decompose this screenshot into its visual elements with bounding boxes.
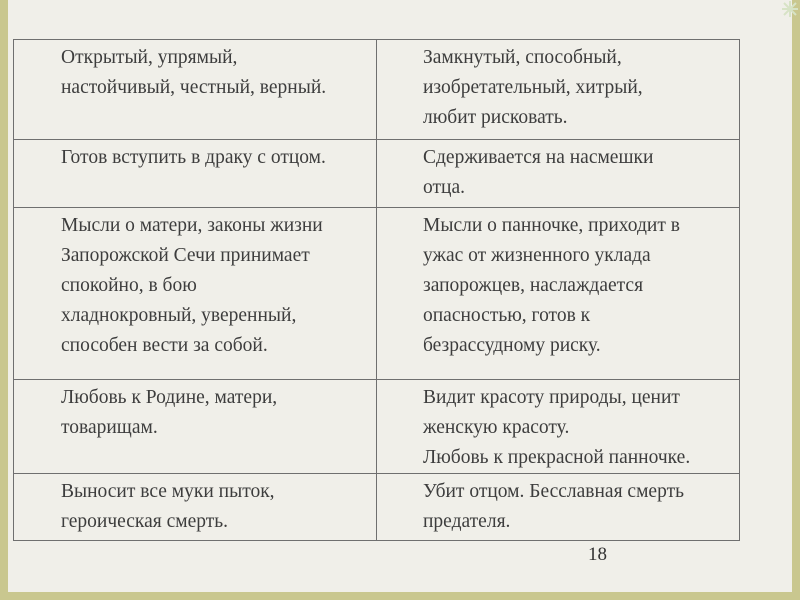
table-body xyxy=(14,40,740,541)
table-cell-right xyxy=(377,40,740,140)
table-cell-right xyxy=(377,140,740,208)
table-cell-right xyxy=(377,474,740,541)
cell-text-line: безрассудному риску. xyxy=(423,335,601,356)
cell-text-line: настойчивый, честный, верный. xyxy=(61,77,327,98)
table-cell-left xyxy=(14,40,377,140)
table-row xyxy=(14,380,740,474)
comparison-table xyxy=(13,39,740,541)
cell-text-line: Убит отцом. Бесславная смерть xyxy=(423,481,684,502)
cell-text-line: товарищам. xyxy=(61,417,158,438)
cell-text-line: женскую красоту. xyxy=(423,417,570,438)
cell-text-line: ужас от жизненного уклада xyxy=(423,245,651,266)
corner-star-icon xyxy=(780,0,800,18)
cell-text-line: спокойно, в бою xyxy=(61,275,197,296)
table-row xyxy=(14,208,740,380)
cell-text-line: опасностью, готов к xyxy=(423,305,591,326)
cell-text-line: предателя. xyxy=(423,511,511,532)
cell-text-line: Любовь к Родине, матери, xyxy=(61,387,278,408)
cell-text-line: Видит красоту природы, ценит xyxy=(423,387,680,408)
cell-text-line: Замкнутый, способный, xyxy=(423,47,622,68)
table-cell-left xyxy=(14,380,377,474)
cell-text-line: Открытый, упрямый, xyxy=(61,47,238,68)
cell-text-line: способен вести за собой. xyxy=(61,335,268,356)
table-cell-left xyxy=(14,208,377,380)
cell-text-line: героическая смерть. xyxy=(61,511,229,532)
cell-text-line: Сдерживается на насмешки xyxy=(423,147,654,168)
page-number: 18 xyxy=(588,544,607,565)
table-cell-right xyxy=(377,208,740,380)
table-cell-right xyxy=(377,380,740,474)
table-row xyxy=(14,474,740,541)
cell-text-line: Мысли о матери, законы жизни xyxy=(61,215,323,236)
table-row xyxy=(14,140,740,208)
cell-text-line: Мысли о панночке, приходит в xyxy=(423,215,680,236)
cell-text-line: хладнокровный, уверенный, xyxy=(61,305,297,326)
cell-text-line: отца. xyxy=(423,177,465,198)
cell-text-line: Запорожской Сечи принимает xyxy=(61,245,310,266)
cell-text-line: Любовь к прекрасной панночке. xyxy=(423,447,691,468)
table-row xyxy=(14,40,740,140)
cell-text-line: запорожцев, наслаждается xyxy=(423,275,644,296)
cell-text-line: изобретательный, хитрый, xyxy=(423,77,643,98)
table-cell-left xyxy=(14,140,377,208)
cell-text-line: любит рисковать. xyxy=(423,107,568,128)
table-cell-left xyxy=(14,474,377,541)
cell-text-line: Выносит все муки пыток, xyxy=(61,481,275,502)
cell-text-line: Готов вступить в драку с отцом. xyxy=(61,147,326,168)
